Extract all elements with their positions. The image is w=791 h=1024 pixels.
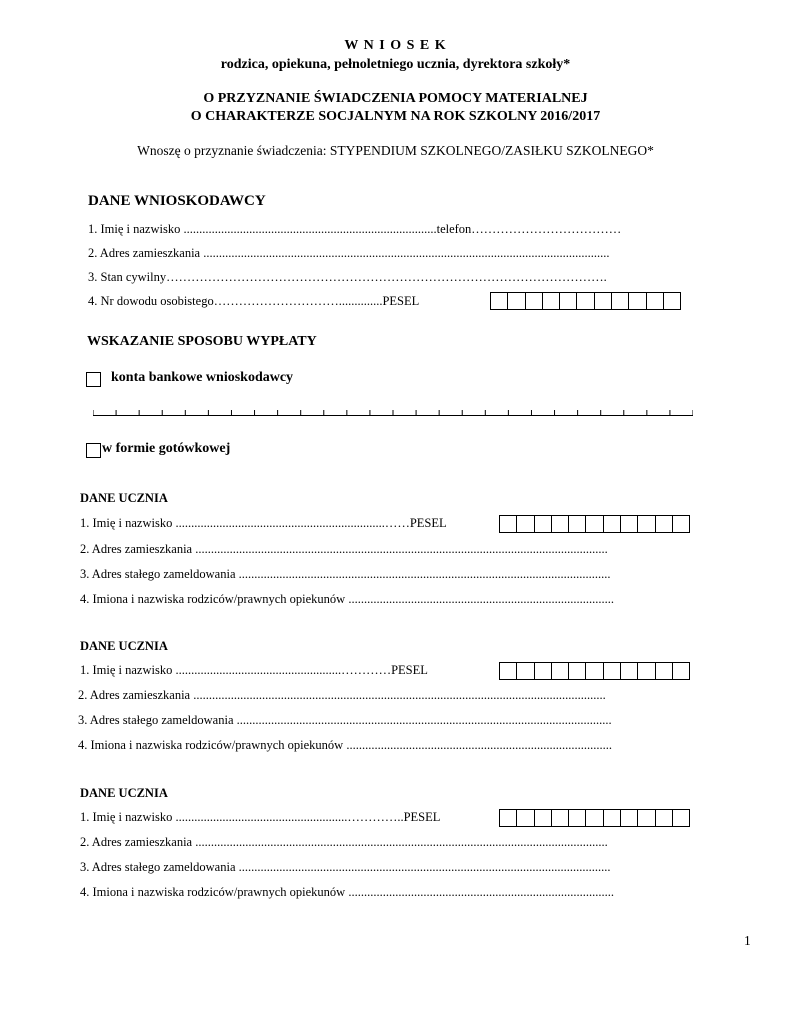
page-number: 1 [744, 933, 751, 948]
student3-pesel-boxes[interactable] [499, 809, 690, 827]
applicant-id-number-field[interactable]: 4. Nr dowodu osobistego…………………………..............PESEL [88, 294, 420, 308]
form-subtitle: rodzica, opiekuna, pełnoletniego ucznia, dyrektora szkoły* [220, 57, 571, 72]
bank-account-checkbox[interactable] [86, 372, 101, 387]
form-heading-line1: O PRZYZNANIE ŚWIADCZENIA POMOCY MATERIALNEJ [203, 91, 588, 106]
student1-pesel-boxes[interactable] [499, 515, 690, 533]
form-heading-line2: O CHARAKTERZE SOCJALNYM NA ROK SZKOLNY 2016/2017 [190, 109, 601, 124]
applicant-name-phone-field[interactable]: 1. Imię i nazwisko .................................................................................telefon……………………………… [88, 222, 622, 236]
student1-address-field[interactable]: 2. Adres zamieszkania .................................................................................................................................... [80, 542, 608, 556]
student2-parents-field[interactable]: 4. Imiona i nazwiska rodziców/prawnych opiekunów ..................................................................................... [78, 738, 612, 752]
cash-checkbox[interactable] [86, 443, 101, 458]
applicant-marital-status-field[interactable]: 3. Stan cywilny……………………………………………………………………………………………. [88, 270, 607, 284]
applicant-address-field[interactable]: 2. Adres zamieszkania .................................................................................................................................. [88, 246, 610, 260]
applicant-section-title: DANE WNIOSKODAWCY [88, 193, 266, 209]
student2-registered-address-field[interactable]: 3. Adres stałego zameldowania ........................................................................................................................ [78, 713, 612, 727]
student3-section-title: DANE UCZNIA [80, 786, 168, 800]
student2-pesel-boxes[interactable] [499, 662, 690, 680]
bank-account-number-field[interactable] [93, 409, 693, 416]
student3-address-field[interactable]: 2. Adres zamieszkania .................................................................................................................................... [80, 835, 608, 849]
student1-parents-field[interactable]: 4. Imiona i nazwiska rodziców/prawnych opiekunów ..................................................................................... [80, 592, 614, 606]
student2-address-field[interactable]: 2. Adres zamieszkania .................................................................................................................................... [78, 688, 606, 702]
cash-option-label: w formie gotówkowej [102, 441, 231, 456]
payment-section-title: WSKAZANIE SPOSOBU WYPŁATY [87, 334, 317, 349]
student1-registered-address-field[interactable]: 3. Adres stałego zameldowania ....................................................................................................................... [80, 567, 611, 581]
student1-name-field[interactable]: 1. Imię i nazwisko ...................................................................……PESEL [80, 516, 447, 530]
student2-name-field[interactable]: 1. Imię i nazwisko .....................................................…………PESEL [80, 663, 428, 677]
student1-section-title: DANE UCZNIA [80, 491, 168, 505]
student3-registered-address-field[interactable]: 3. Adres stałego zameldowania ....................................................................................................................... [80, 860, 611, 874]
student3-name-field[interactable]: 1. Imię i nazwisko .......................................................…………..PESEL [80, 810, 441, 824]
student3-parents-field[interactable]: 4. Imiona i nazwiska rodziców/prawnych opiekunów ..................................................................................... [80, 885, 614, 899]
student2-section-title: DANE UCZNIA [80, 639, 168, 653]
request-text: Wnoszę o przyznanie świadczenia: STYPENDIUM SZKOLNEGO/ZASIŁKU SZKOLNEGO* [137, 143, 654, 158]
form-title: W N I O S E K [344, 38, 447, 53]
bank-account-option-label: konta bankowe wnioskodawcy [111, 370, 294, 385]
applicant-pesel-boxes[interactable] [490, 292, 681, 310]
